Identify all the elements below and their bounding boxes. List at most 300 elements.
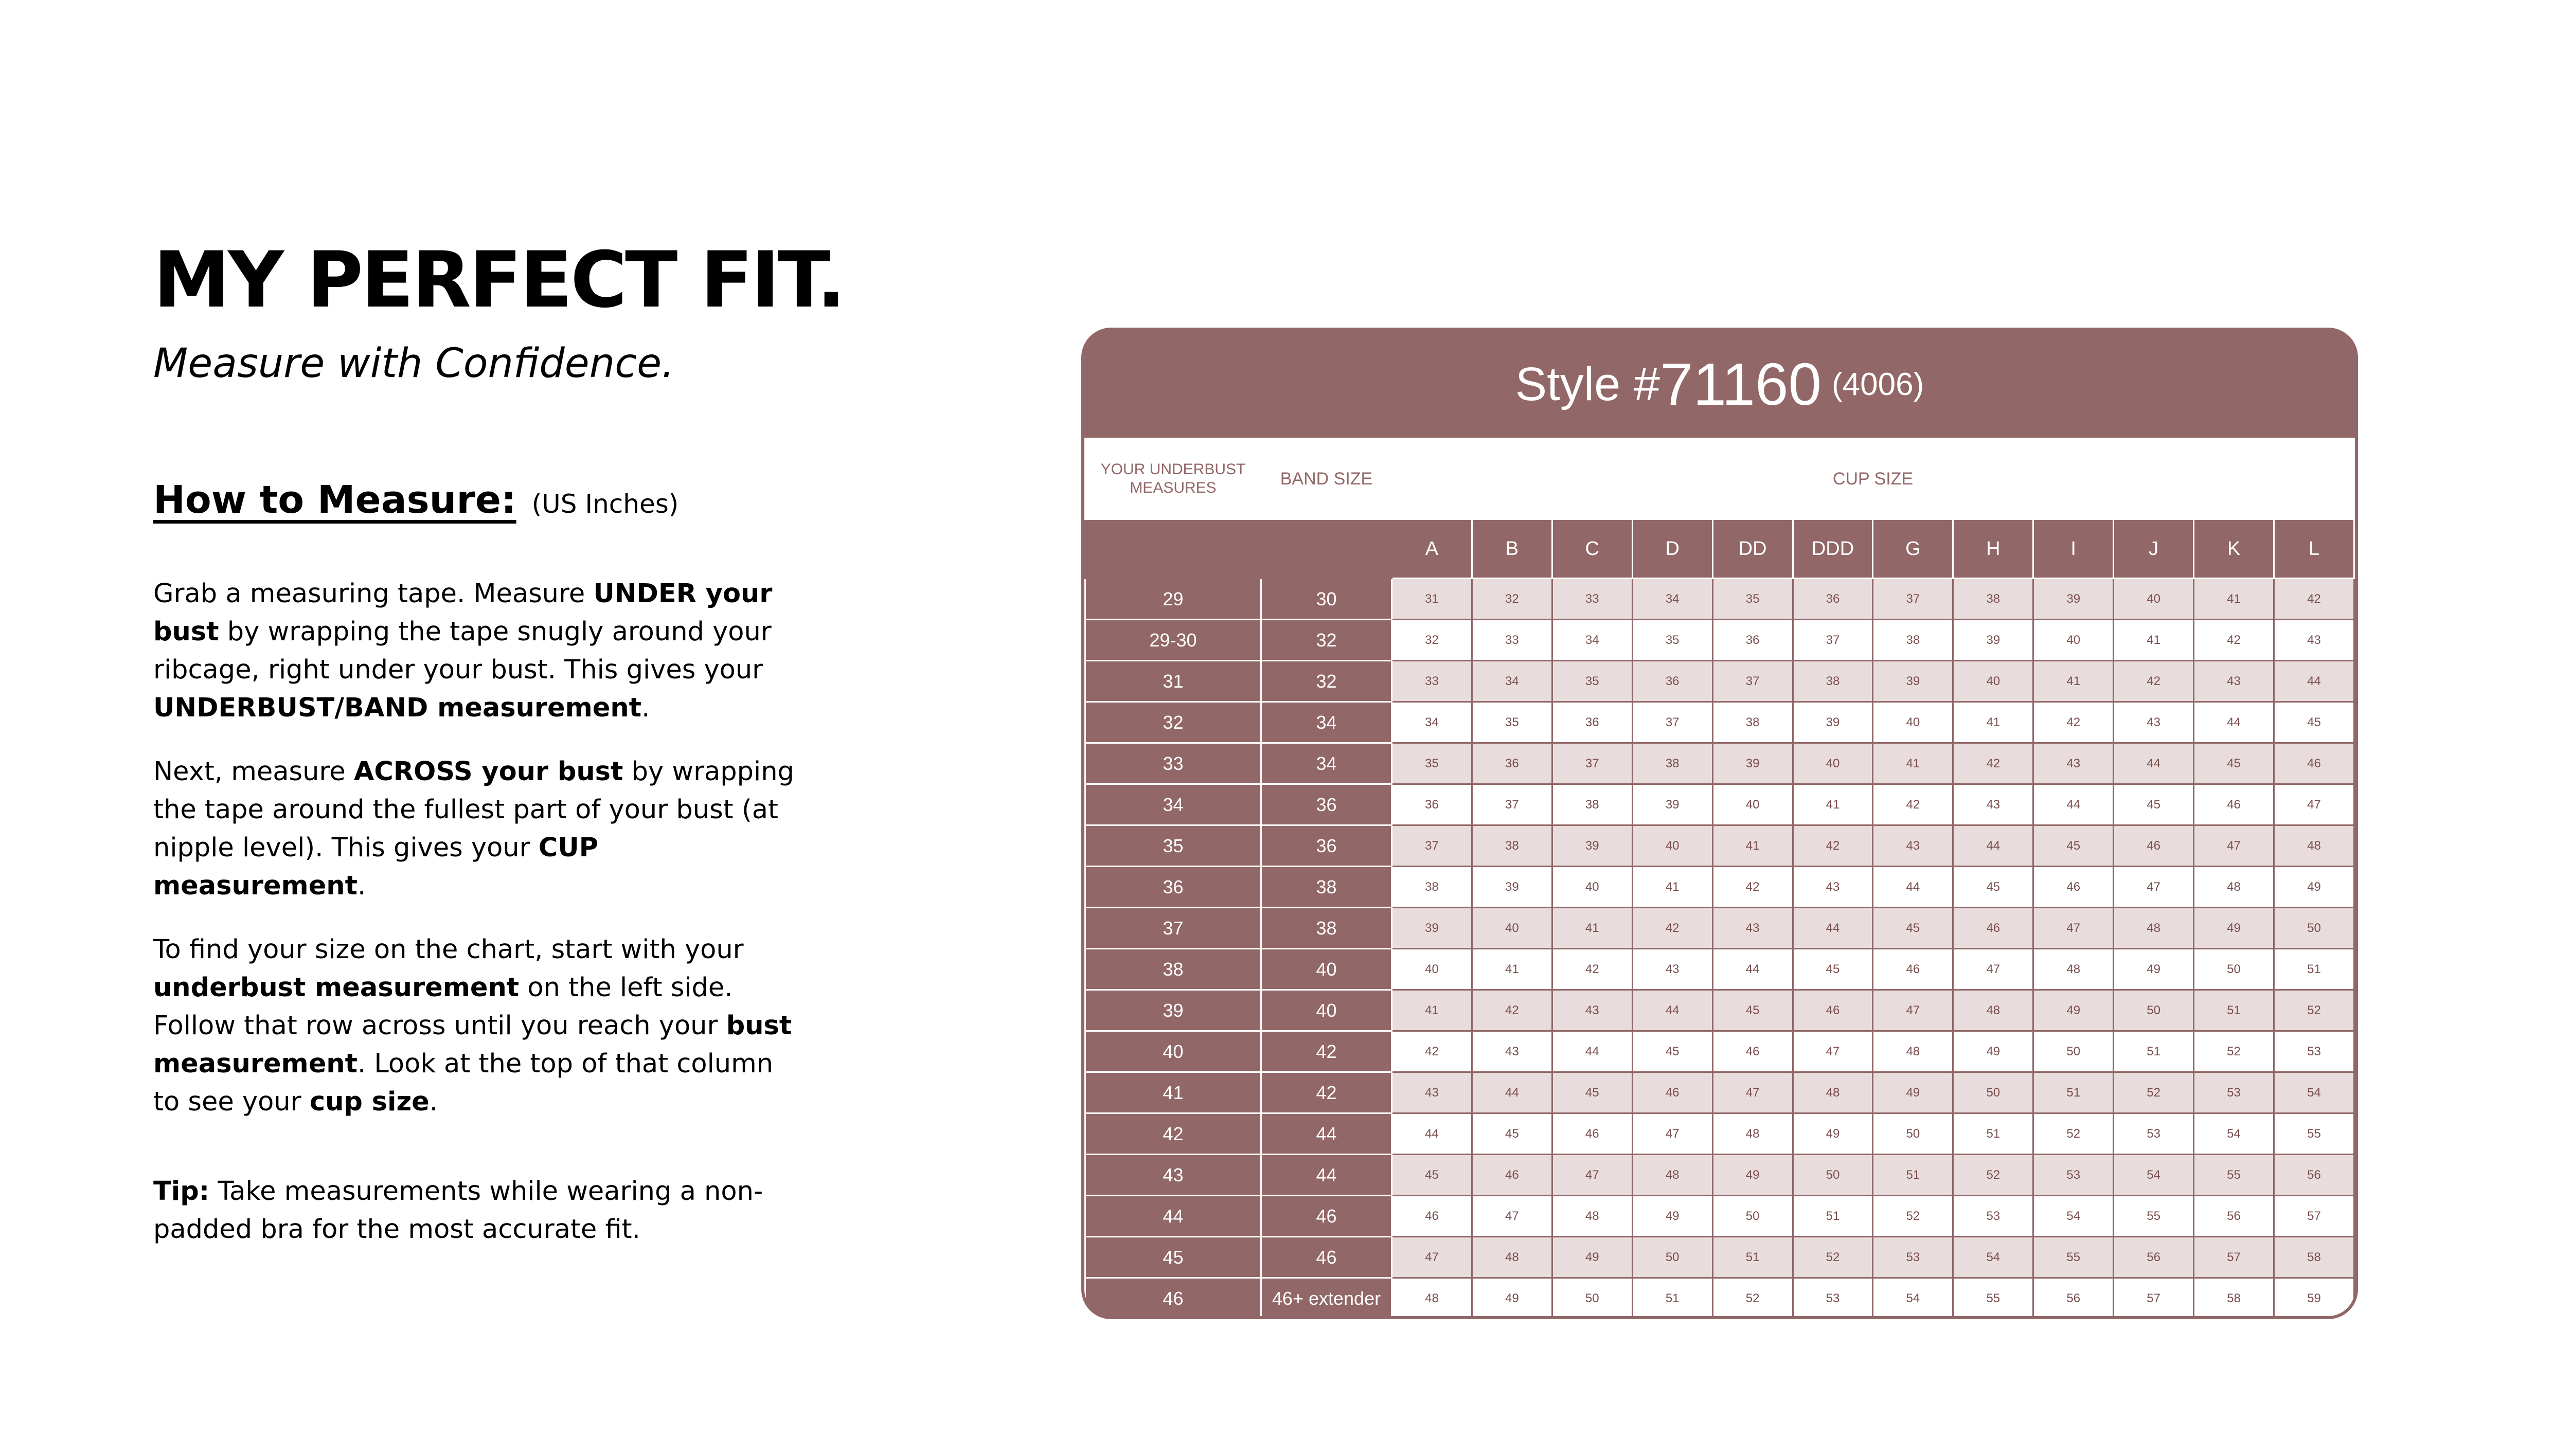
bust-measure-cell: 42 [2114, 661, 2194, 702]
bust-measure-cell: 37 [1632, 702, 1712, 743]
band-size-cell: 32 [1261, 620, 1392, 661]
bust-measure-cell: 51 [1793, 1196, 1873, 1237]
bust-measure-cell: 42 [2194, 620, 2274, 661]
cup-header-i: I [2033, 519, 2114, 579]
bust-measure-cell: 50 [1712, 1196, 1793, 1237]
bust-measure-cell: 52 [1712, 1278, 1793, 1319]
underbust-cell: 40 [1085, 1031, 1261, 1072]
bust-measure-cell: 41 [1793, 784, 1873, 825]
table-row [1085, 1278, 2354, 1319]
bust-measure-cell: 44 [2194, 702, 2274, 743]
table-row [1085, 579, 2354, 620]
bust-measure-cell: 47 [1472, 1196, 1552, 1237]
table-row [1085, 908, 2354, 949]
bust-measure-cell: 51 [2033, 1072, 2114, 1113]
bust-measure-cell: 53 [2114, 1113, 2194, 1155]
table-row [1085, 1155, 2354, 1196]
bust-measure-cell: 50 [1552, 1278, 1632, 1319]
bust-measure-cell: 40 [1552, 867, 1632, 908]
band-size-cell: 34 [1261, 743, 1392, 784]
bust-measure-cell: 40 [2033, 620, 2114, 661]
bust-measure-cell: 48 [2274, 825, 2354, 867]
bust-measure-cell: 33 [1472, 620, 1552, 661]
bust-measure-cell: 50 [2194, 949, 2274, 990]
table-row [1085, 1237, 2354, 1278]
tip-paragraph: Tip: Take measurements while wearing a non-padded bra for the most accurate fit. [153, 1176, 763, 1245]
bust-measure-cell: 41 [1632, 867, 1712, 908]
band-size-cell: 44 [1261, 1113, 1392, 1155]
bust-measure-cell: 44 [1552, 1031, 1632, 1072]
bust-measure-cell: 42 [1472, 990, 1552, 1031]
underbust-cell: 46 [1085, 1278, 1261, 1319]
bust-measure-cell: 37 [1472, 784, 1552, 825]
bust-measure-cell: 41 [2194, 579, 2274, 620]
bust-measure-cell: 36 [1712, 620, 1793, 661]
style-number: 71160 [1660, 351, 1821, 418]
bust-measure-cell: 52 [2194, 1031, 2274, 1072]
band-size-cell: 34 [1261, 702, 1392, 743]
bust-measure-cell: 44 [2033, 784, 2114, 825]
bust-measure-cell: 45 [1953, 867, 2033, 908]
bust-measure-cell: 48 [1472, 1237, 1552, 1278]
bust-measure-cell: 42 [1793, 825, 1873, 867]
bust-measure-cell: 48 [1873, 1031, 1953, 1072]
bust-measure-cell: 37 [1552, 743, 1632, 784]
bust-measure-cell: 56 [2033, 1278, 2114, 1319]
bust-measure-cell: 36 [1472, 743, 1552, 784]
cup-header-b: B [1472, 519, 1552, 579]
bust-measure-cell: 39 [1873, 661, 1953, 702]
bust-measure-cell: 49 [1953, 1031, 2033, 1072]
bust-measure-cell: 42 [1632, 908, 1712, 949]
band-size-cell: 36 [1261, 784, 1392, 825]
table-row [1085, 743, 2354, 784]
bust-measure-cell: 37 [1793, 620, 1873, 661]
bust-measure-cell: 47 [2194, 825, 2274, 867]
cup-header-h: H [1953, 519, 2033, 579]
bust-measure-cell: 46 [2033, 867, 2114, 908]
bust-measure-cell: 43 [2033, 743, 2114, 784]
cup-header-k: K [2194, 519, 2274, 579]
bust-measure-cell: 52 [2274, 990, 2354, 1031]
bust-measure-cell: 54 [2114, 1155, 2194, 1196]
page-subtitle: Measure with Confidence. [153, 340, 674, 387]
bust-measure-cell: 45 [1392, 1155, 1472, 1196]
bust-measure-cell: 45 [1712, 990, 1793, 1031]
bust-measure-cell: 40 [1472, 908, 1552, 949]
bust-measure-cell: 34 [1472, 661, 1552, 702]
band-size-cell: 36 [1261, 825, 1392, 867]
bust-measure-cell: 43 [1793, 867, 1873, 908]
bust-measure-cell: 44 [1392, 1113, 1472, 1155]
instruction-paragraph-bust: Next, measure ACROSS your bust by wrapping the tape around the fullest part of your bust (at nipple level). This gives your CUP measurement. [153, 757, 794, 901]
bust-measure-cell: 49 [1793, 1113, 1873, 1155]
bust-measure-cell: 36 [1552, 702, 1632, 743]
bust-measure-cell: 43 [1552, 990, 1632, 1031]
bust-measure-cell: 51 [2194, 990, 2274, 1031]
bust-measure-cell: 45 [1472, 1113, 1552, 1155]
bust-measure-cell: 46 [1632, 1072, 1712, 1113]
bust-measure-cell: 57 [2194, 1237, 2274, 1278]
bust-measure-cell: 39 [1953, 620, 2033, 661]
bust-measure-cell: 45 [2274, 702, 2354, 743]
band-size-column-header: BAND SIZE [1261, 439, 1392, 519]
underbust-cell: 45 [1085, 1237, 1261, 1278]
how-to-measure-title: How to Measure: [153, 478, 516, 522]
bust-measure-cell: 37 [1873, 579, 1953, 620]
bust-measure-cell: 35 [1552, 661, 1632, 702]
bust-measure-cell: 35 [1472, 702, 1552, 743]
cup-header-d: D [1632, 519, 1712, 579]
bust-measure-cell: 40 [1793, 743, 1873, 784]
bust-measure-cell: 53 [1793, 1278, 1873, 1319]
bust-measure-cell: 39 [1552, 825, 1632, 867]
cup-header-c: C [1552, 519, 1632, 579]
bust-measure-cell: 50 [1793, 1155, 1873, 1196]
bust-measure-cell: 47 [1552, 1155, 1632, 1196]
bust-measure-cell: 39 [1472, 867, 1552, 908]
bust-measure-cell: 43 [1873, 825, 1953, 867]
table-row [1085, 1113, 2354, 1155]
bust-measure-cell: 52 [1953, 1155, 2033, 1196]
bust-measure-cell: 37 [1712, 661, 1793, 702]
bust-measure-cell: 38 [1552, 784, 1632, 825]
bust-measure-cell: 47 [2114, 867, 2194, 908]
bust-measure-cell: 53 [1873, 1237, 1953, 1278]
bust-measure-cell: 43 [2194, 661, 2274, 702]
band-size-cell: 40 [1261, 949, 1392, 990]
bust-measure-cell: 49 [2114, 949, 2194, 990]
bust-measure-cell: 59 [2274, 1278, 2354, 1319]
bust-measure-cell: 51 [1712, 1237, 1793, 1278]
bust-measure-cell: 56 [2114, 1237, 2194, 1278]
bust-measure-cell: 55 [2194, 1155, 2274, 1196]
bust-measure-cell: 49 [1552, 1237, 1632, 1278]
bust-measure-cell: 43 [2114, 702, 2194, 743]
bust-measure-cell: 34 [1552, 620, 1632, 661]
bust-measure-cell: 57 [2114, 1278, 2194, 1319]
bust-measure-cell: 36 [1632, 661, 1712, 702]
bust-measure-cell: 40 [1392, 949, 1472, 990]
cup-size-header: CUP SIZE [1392, 439, 2354, 519]
underbust-cell: 34 [1085, 784, 1261, 825]
bust-measure-cell: 44 [1472, 1072, 1552, 1113]
table-row [1085, 825, 2354, 867]
underbust-cell: 35 [1085, 825, 1261, 867]
bust-measure-cell: 54 [1873, 1278, 1953, 1319]
bust-measure-cell: 34 [1632, 579, 1712, 620]
band-size-cell: 44 [1261, 1155, 1392, 1196]
size-chart [1081, 328, 2358, 1319]
band-size-cell: 40 [1261, 990, 1392, 1031]
bust-measure-cell: 41 [2114, 620, 2194, 661]
bust-measure-cell: 46 [2274, 743, 2354, 784]
bust-measure-cell: 48 [2194, 867, 2274, 908]
underbust-cell: 36 [1085, 867, 1261, 908]
bust-measure-cell: 56 [2194, 1196, 2274, 1237]
bust-measure-cell: 48 [2114, 908, 2194, 949]
bust-measure-cell: 51 [1632, 1278, 1712, 1319]
bust-measure-cell: 52 [2033, 1113, 2114, 1155]
bust-measure-cell: 58 [2274, 1237, 2354, 1278]
bust-measure-cell: 35 [1712, 579, 1793, 620]
units-note: (US Inches) [531, 489, 679, 519]
table-row [1085, 990, 2354, 1031]
bust-measure-cell: 41 [1873, 743, 1953, 784]
instruction-paragraph-underbust: Grab a measuring tape. Measure UNDER your bust by wrapping the tape snugly around your ribcage, right under your bust. This gives your UNDERBUST/BAND measurement. [153, 579, 773, 723]
band-size-cell: 32 [1261, 661, 1392, 702]
bust-measure-cell: 32 [1472, 579, 1552, 620]
bust-measure-cell: 48 [1392, 1278, 1472, 1319]
cup-letters-row [1085, 519, 2354, 579]
bust-measure-cell: 55 [1953, 1278, 2033, 1319]
bust-measure-cell: 32 [1392, 620, 1472, 661]
bust-measure-cell: 41 [1472, 949, 1552, 990]
table-row [1085, 702, 2354, 743]
how-to-measure-heading [153, 478, 679, 522]
bust-measure-cell: 47 [1953, 949, 2033, 990]
bust-measure-cell: 51 [2114, 1031, 2194, 1072]
bust-measure-cell: 56 [2274, 1155, 2354, 1196]
table-row [1085, 784, 2354, 825]
underbust-cell: 41 [1085, 1072, 1261, 1113]
bust-measure-cell: 38 [1392, 867, 1472, 908]
bust-measure-cell: 34 [1392, 702, 1472, 743]
underbust-cell: 43 [1085, 1155, 1261, 1196]
band-size-cell: 38 [1261, 908, 1392, 949]
bust-measure-cell: 49 [1632, 1196, 1712, 1237]
bust-measure-cell: 44 [1953, 825, 2033, 867]
bust-measure-cell: 46 [2114, 825, 2194, 867]
bust-measure-cell: 39 [1632, 784, 1712, 825]
bust-measure-cell: 48 [2033, 949, 2114, 990]
bust-measure-cell: 57 [2274, 1196, 2354, 1237]
cup-header-j: J [2114, 519, 2194, 579]
bust-measure-cell: 48 [1632, 1155, 1712, 1196]
size-table [1084, 438, 2355, 1319]
bust-measure-cell: 55 [2033, 1237, 2114, 1278]
bust-measure-cell: 50 [1953, 1072, 2033, 1113]
bust-measure-cell: 52 [1793, 1237, 1873, 1278]
bust-measure-cell: 49 [2033, 990, 2114, 1031]
underbust-cell: 38 [1085, 949, 1261, 990]
bust-measure-cell: 54 [2194, 1113, 2274, 1155]
style-code: (4006) [1832, 366, 1924, 402]
bust-measure-cell: 37 [1392, 825, 1472, 867]
bust-measure-cell: 48 [1953, 990, 2033, 1031]
bust-measure-cell: 46 [1552, 1113, 1632, 1155]
bust-measure-cell: 46 [1953, 908, 2033, 949]
bust-measure-cell: 42 [1552, 949, 1632, 990]
bust-measure-cell: 52 [2114, 1072, 2194, 1113]
style-prefix: Style # [1515, 357, 1660, 410]
bust-measure-cell: 50 [1873, 1113, 1953, 1155]
underbust-cell: 29 [1085, 579, 1261, 620]
bust-measure-cell: 38 [1632, 743, 1712, 784]
bust-measure-cell: 36 [1793, 579, 1873, 620]
band-size-cell: 30 [1261, 579, 1392, 620]
bust-measure-cell: 46 [1873, 949, 1953, 990]
bust-measure-cell: 33 [1552, 579, 1632, 620]
bust-measure-cell: 44 [2274, 661, 2354, 702]
bust-measure-cell: 45 [2114, 784, 2194, 825]
bust-measure-cell: 40 [2114, 579, 2194, 620]
bust-measure-cell: 54 [2274, 1072, 2354, 1113]
bust-measure-cell: 39 [1793, 702, 1873, 743]
instructions-body [153, 575, 801, 1274]
bust-measure-cell: 50 [2114, 990, 2194, 1031]
band-size-cell: 46 [1261, 1196, 1392, 1237]
bust-measure-cell: 54 [1953, 1237, 2033, 1278]
bust-measure-cell: 49 [1873, 1072, 1953, 1113]
band-size-cell: 42 [1261, 1072, 1392, 1113]
cup-header-l: L [2274, 519, 2354, 579]
bust-measure-cell: 50 [2274, 908, 2354, 949]
bust-measure-cell: 47 [1632, 1113, 1712, 1155]
bust-measure-cell: 40 [1712, 784, 1793, 825]
bust-measure-cell: 47 [2274, 784, 2354, 825]
bust-measure-cell: 47 [2033, 908, 2114, 949]
table-row [1085, 1196, 2354, 1237]
bust-measure-cell: 38 [1472, 825, 1552, 867]
bust-measure-cell: 43 [1472, 1031, 1552, 1072]
underbust-cell: 37 [1085, 908, 1261, 949]
bust-measure-cell: 47 [1873, 990, 1953, 1031]
bust-measure-cell: 31 [1392, 579, 1472, 620]
bust-measure-cell: 38 [1873, 620, 1953, 661]
bust-measure-cell: 42 [1712, 867, 1793, 908]
bust-measure-cell: 44 [2114, 743, 2194, 784]
table-row [1085, 1072, 2354, 1113]
underbust-cell: 31 [1085, 661, 1261, 702]
bust-measure-cell: 36 [1392, 784, 1472, 825]
bust-measure-cell: 46 [1472, 1155, 1552, 1196]
bust-measure-cell: 40 [1953, 661, 2033, 702]
bust-measure-cell: 48 [1552, 1196, 1632, 1237]
bust-measure-cell: 45 [2033, 825, 2114, 867]
bust-measure-cell: 38 [1712, 702, 1793, 743]
bust-measure-cell: 39 [1392, 908, 1472, 949]
bust-measure-cell: 53 [2033, 1155, 2114, 1196]
bust-measure-cell: 40 [1873, 702, 1953, 743]
bust-measure-cell: 35 [1392, 743, 1472, 784]
bust-measure-cell: 44 [1632, 990, 1712, 1031]
bust-measure-cell: 47 [1392, 1237, 1472, 1278]
cup-header-ddd: DDD [1793, 519, 1873, 579]
bust-measure-cell: 44 [1873, 867, 1953, 908]
bust-measure-cell: 43 [1712, 908, 1793, 949]
bust-measure-cell: 42 [2033, 702, 2114, 743]
bust-measure-cell: 53 [2194, 1072, 2274, 1113]
bust-measure-cell: 43 [1632, 949, 1712, 990]
bust-measure-cell: 43 [2274, 620, 2354, 661]
bust-measure-cell: 45 [2194, 743, 2274, 784]
bust-measure-cell: 46 [1392, 1196, 1472, 1237]
bust-measure-cell: 52 [1873, 1196, 1953, 1237]
bust-measure-cell: 41 [1712, 825, 1793, 867]
bust-measure-cell: 54 [2033, 1196, 2114, 1237]
bust-measure-cell: 45 [1793, 949, 1873, 990]
bust-measure-cell: 46 [1712, 1031, 1793, 1072]
bust-measure-cell: 49 [1472, 1278, 1552, 1319]
bust-measure-cell: 45 [1632, 1031, 1712, 1072]
bust-measure-cell: 46 [2194, 784, 2274, 825]
bust-measure-cell: 58 [2194, 1278, 2274, 1319]
instruction-paragraph-chart-usage: To find your size on the chart, start with your underbust measurement on the left side. Follow that row across until you reach your bust measurement. Look at the top of that column to see your cup size. [153, 934, 792, 1117]
bust-measure-cell: 39 [1712, 743, 1793, 784]
bust-measure-cell: 49 [1712, 1155, 1793, 1196]
band-size-cell: 38 [1261, 867, 1392, 908]
bust-measure-cell: 38 [1953, 579, 2033, 620]
bust-measure-cell: 48 [1712, 1113, 1793, 1155]
cup-header-g: G [1873, 519, 1953, 579]
bust-measure-cell: 55 [2274, 1113, 2354, 1155]
bust-measure-cell: 45 [1552, 1072, 1632, 1113]
bust-measure-cell: 51 [2274, 949, 2354, 990]
bust-measure-cell: 41 [1552, 908, 1632, 949]
bust-measure-cell: 40 [1632, 825, 1712, 867]
underbust-column-header: YOUR UNDERBUST MEASURES [1085, 439, 1261, 519]
bust-measure-cell: 41 [2033, 661, 2114, 702]
cup-header-a: A [1392, 519, 1472, 579]
bust-measure-cell: 53 [2274, 1031, 2354, 1072]
bust-measure-cell: 38 [1793, 661, 1873, 702]
bust-measure-cell: 41 [1392, 990, 1472, 1031]
cup-header-dd: DD [1712, 519, 1793, 579]
bust-measure-cell: 43 [1392, 1072, 1472, 1113]
underbust-cell: 32 [1085, 702, 1261, 743]
table-row [1085, 949, 2354, 990]
bust-measure-cell: 45 [1873, 908, 1953, 949]
bust-measure-cell: 51 [1953, 1113, 2033, 1155]
cup-row-spacer [1085, 519, 1392, 579]
underbust-cell: 33 [1085, 743, 1261, 784]
bust-measure-cell: 42 [1953, 743, 2033, 784]
bust-measure-cell: 42 [1873, 784, 1953, 825]
bust-measure-cell: 44 [1793, 908, 1873, 949]
underbust-cell: 39 [1085, 990, 1261, 1031]
bust-measure-cell: 44 [1712, 949, 1793, 990]
bust-measure-cell: 51 [1873, 1155, 1953, 1196]
page-title: MY PERFECT FIT. [153, 236, 844, 325]
underbust-cell: 44 [1085, 1196, 1261, 1237]
bust-measure-cell: 33 [1392, 661, 1472, 702]
band-size-cell: 46+ extender [1261, 1278, 1392, 1319]
table-header-row [1085, 439, 2354, 519]
bust-measure-cell: 43 [1953, 784, 2033, 825]
table-row [1085, 661, 2354, 702]
table-row [1085, 1031, 2354, 1072]
underbust-cell: 29-30 [1085, 620, 1261, 661]
chart-title [1084, 331, 2355, 438]
bust-measure-cell: 42 [1392, 1031, 1472, 1072]
bust-measure-cell: 50 [1632, 1237, 1712, 1278]
bust-measure-cell: 46 [1793, 990, 1873, 1031]
bust-measure-cell: 55 [2114, 1196, 2194, 1237]
table-row [1085, 620, 2354, 661]
band-size-cell: 42 [1261, 1031, 1392, 1072]
bust-measure-cell: 47 [1712, 1072, 1793, 1113]
bust-measure-cell: 49 [2194, 908, 2274, 949]
bust-measure-cell: 41 [1953, 702, 2033, 743]
bust-measure-cell: 53 [1953, 1196, 2033, 1237]
bust-measure-cell: 50 [2033, 1031, 2114, 1072]
bust-measure-cell: 47 [1793, 1031, 1873, 1072]
bust-measure-cell: 42 [2274, 579, 2354, 620]
bust-measure-cell: 35 [1632, 620, 1712, 661]
band-size-cell: 46 [1261, 1237, 1392, 1278]
bust-measure-cell: 39 [2033, 579, 2114, 620]
